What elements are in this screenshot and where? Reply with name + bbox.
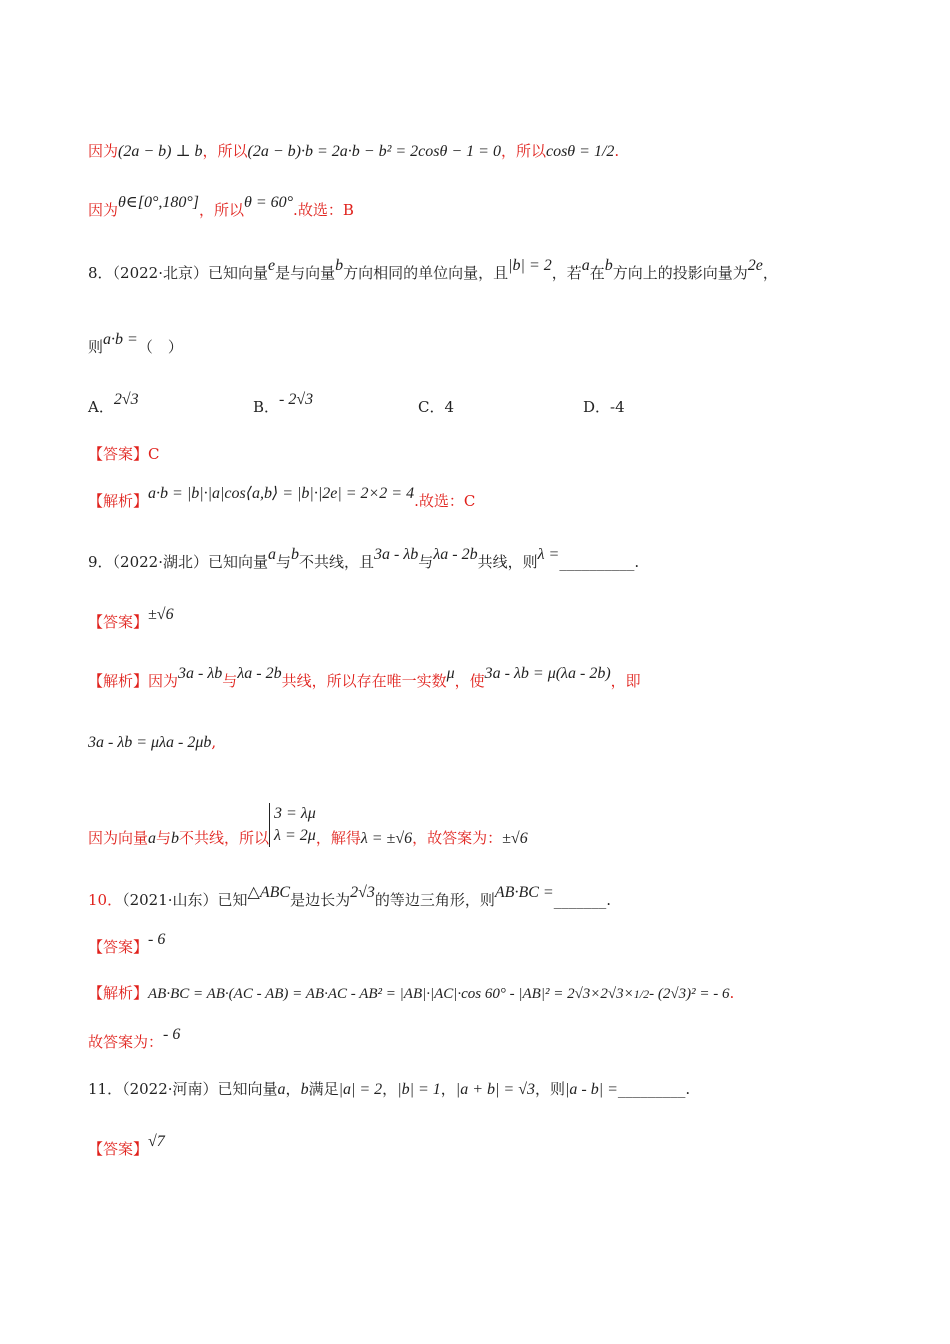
formula: λa - 2b — [433, 546, 478, 563]
answer-tag: 【答案】 — [88, 445, 149, 463]
option-label: B． — [253, 398, 280, 416]
formula: λa - 2b — [237, 665, 282, 682]
answer-9 — [88, 606, 174, 632]
explanation-10-line-2 — [88, 1026, 181, 1052]
text: 因为 — [88, 142, 119, 160]
text: ，所以 — [500, 142, 546, 160]
question-number: 10． — [88, 891, 123, 909]
text: ，若 — [551, 264, 582, 282]
formula: ±√6 — [502, 830, 528, 847]
text: 与 — [222, 672, 238, 690]
answer-value: ±√6 — [148, 606, 174, 623]
formula: 3a - λb — [178, 665, 223, 682]
formula: μ — [446, 665, 455, 682]
option-d[interactable]: D．-4 — [583, 398, 625, 416]
answer-tag: 【答案】 — [88, 938, 149, 956]
explanation-tag: 【解析】 — [88, 984, 149, 1002]
formula: λ = 2μ — [274, 827, 316, 844]
formula: - 6 — [163, 1026, 181, 1043]
text: 在 — [589, 264, 605, 282]
explanation-9-line-3 — [88, 805, 528, 861]
text: . — [729, 984, 735, 1002]
text: 与 — [276, 553, 292, 571]
formula: |a| = 2 — [338, 1081, 383, 1098]
text: .故选：B — [293, 201, 354, 219]
formula: e — [268, 257, 276, 274]
text: 是与向量 — [275, 264, 336, 282]
text: ， — [440, 1080, 456, 1098]
text: ，所以 — [198, 201, 244, 219]
formula: a — [581, 257, 590, 274]
text: ，故答案为： — [412, 829, 503, 847]
text: （ ） — [137, 338, 183, 356]
answer-value: C — [148, 445, 160, 463]
formula: 2√3 — [350, 884, 375, 901]
answer-value: - 6 — [148, 931, 166, 948]
formula: 3 = λμ — [274, 805, 316, 822]
question-11 — [88, 1078, 690, 1099]
formula: a — [148, 830, 157, 847]
text: 不共线，所以 — [179, 829, 270, 847]
text: （2022·湖北）已知向量 — [112, 553, 268, 571]
formula: |b| = 1 — [397, 1081, 441, 1098]
formula: |b| = 2 — [508, 257, 552, 274]
explanation-9-line-2 — [88, 733, 216, 752]
text: ，即 — [610, 672, 641, 690]
formula: θ∈[0°,180°] — [118, 194, 199, 211]
formula: a — [268, 546, 276, 563]
question-number: 11． — [88, 1080, 123, 1098]
question-10 — [88, 884, 611, 910]
formula: |a + b| = √3 — [455, 1081, 535, 1098]
explanation-10 — [88, 982, 734, 1003]
formula: b — [300, 1081, 309, 1098]
formula: λ = — [537, 546, 560, 563]
text: ， — [285, 1080, 301, 1098]
text: ，使 — [454, 672, 485, 690]
formula: - (2√3)² = - 6 — [649, 986, 730, 1002]
text: 故答案为： — [88, 1033, 164, 1051]
explanation-tag: 【解析】 — [88, 492, 149, 510]
question-9 — [88, 546, 640, 572]
text: 因为 — [148, 672, 179, 690]
question-8 — [88, 257, 778, 283]
text: 共线，所以存在唯一实数 — [281, 672, 447, 690]
text: 与 — [156, 829, 172, 847]
formula: λ = ±√6 — [360, 830, 413, 847]
answer-value: √7 — [148, 1133, 165, 1150]
formula: (2a − b) ⊥ b — [118, 143, 203, 160]
text: ， — [762, 264, 778, 282]
text: ， — [382, 1080, 398, 1098]
text: 方向上的投影向量为 — [612, 264, 748, 282]
formula: b — [171, 830, 180, 847]
text: 的等边三角形，则 — [374, 891, 495, 909]
formula: θ = 60° — [243, 194, 294, 211]
fraction: 1/2 — [633, 987, 650, 1001]
formula: b — [604, 257, 613, 274]
text: ，所以 — [202, 142, 248, 160]
text: 因为 — [88, 201, 119, 219]
text: （2022·河南）已知向量 — [122, 1080, 278, 1098]
option-value: - 2√3 — [279, 391, 314, 408]
answer-blank: _________. — [617, 1080, 691, 1098]
answer-blank: _______. — [553, 891, 611, 909]
explanation-9 — [88, 665, 641, 691]
answer-11 — [88, 1133, 165, 1159]
option-b[interactable] — [253, 391, 314, 417]
question-8-options — [88, 391, 788, 420]
text: , — [211, 733, 217, 751]
option-label: A． — [88, 398, 114, 416]
explanation-tag: 【解析】 — [88, 672, 149, 690]
text: .故选：C — [414, 492, 476, 510]
text: ，解得 — [315, 829, 361, 847]
answer-tag: 【答案】 — [88, 613, 149, 631]
solution-line-1 — [88, 140, 619, 161]
question-number: 8． — [88, 264, 113, 282]
text: 是边长为 — [290, 891, 351, 909]
formula: 3a - λb = μλa - 2μb — [88, 734, 212, 751]
formula: b — [335, 257, 344, 274]
question-8-continued — [88, 331, 183, 357]
text: （2021·山东）已知 — [122, 891, 248, 909]
formula: a·b = — [103, 331, 138, 348]
option-c[interactable]: C．4 — [418, 398, 455, 416]
answer-blank: __________. — [559, 553, 640, 571]
answer-8 — [88, 443, 160, 464]
text: （2022·北京）已知向量 — [112, 264, 268, 282]
answer-10 — [88, 931, 166, 957]
question-number: 9． — [88, 553, 113, 571]
solution-line-2 — [88, 194, 354, 220]
text: 不共线，且 — [299, 553, 375, 571]
text: 满足 — [308, 1080, 339, 1098]
text: 共线，则 — [477, 553, 538, 571]
formula: 3a - λb = μ(λa - 2b) — [484, 665, 611, 682]
formula: cosθ = 1/2 — [545, 143, 615, 160]
text: ，则 — [534, 1080, 565, 1098]
text: 则 — [88, 338, 104, 356]
text: . — [614, 142, 620, 160]
option-value: 2√3 — [113, 391, 139, 408]
formula: AB·BC = AB·(AC - AB) = AB·AC - AB² = |AB|·|AC|·cos 60° - |AB|² = 2√3×2√3× — [148, 986, 634, 1002]
formula: 2e — [747, 257, 763, 274]
formula: a·b = |b|·|a|cos⟨a,b⟩ = |b|·|2e| = 2×2 = 4 — [148, 485, 415, 502]
text: 因为向量 — [88, 829, 149, 847]
explanation-8 — [88, 485, 476, 511]
equation-system — [269, 803, 316, 847]
text: 与 — [418, 553, 434, 571]
answer-tag: 【答案】 — [88, 1140, 149, 1158]
formula: 3a - λb — [374, 546, 419, 563]
formula: AB·BC = — [494, 884, 554, 901]
formula: (2a − b)·b = 2a·b − b² = 2cosθ − 1 = 0 — [247, 143, 501, 160]
formula: b — [291, 546, 300, 563]
formula: △ABC — [247, 884, 291, 901]
formula: a — [277, 1081, 286, 1098]
option-a[interactable] — [88, 391, 139, 417]
text: 方向相同的单位向量，且 — [343, 264, 509, 282]
formula: |a - b| = — [564, 1081, 618, 1098]
